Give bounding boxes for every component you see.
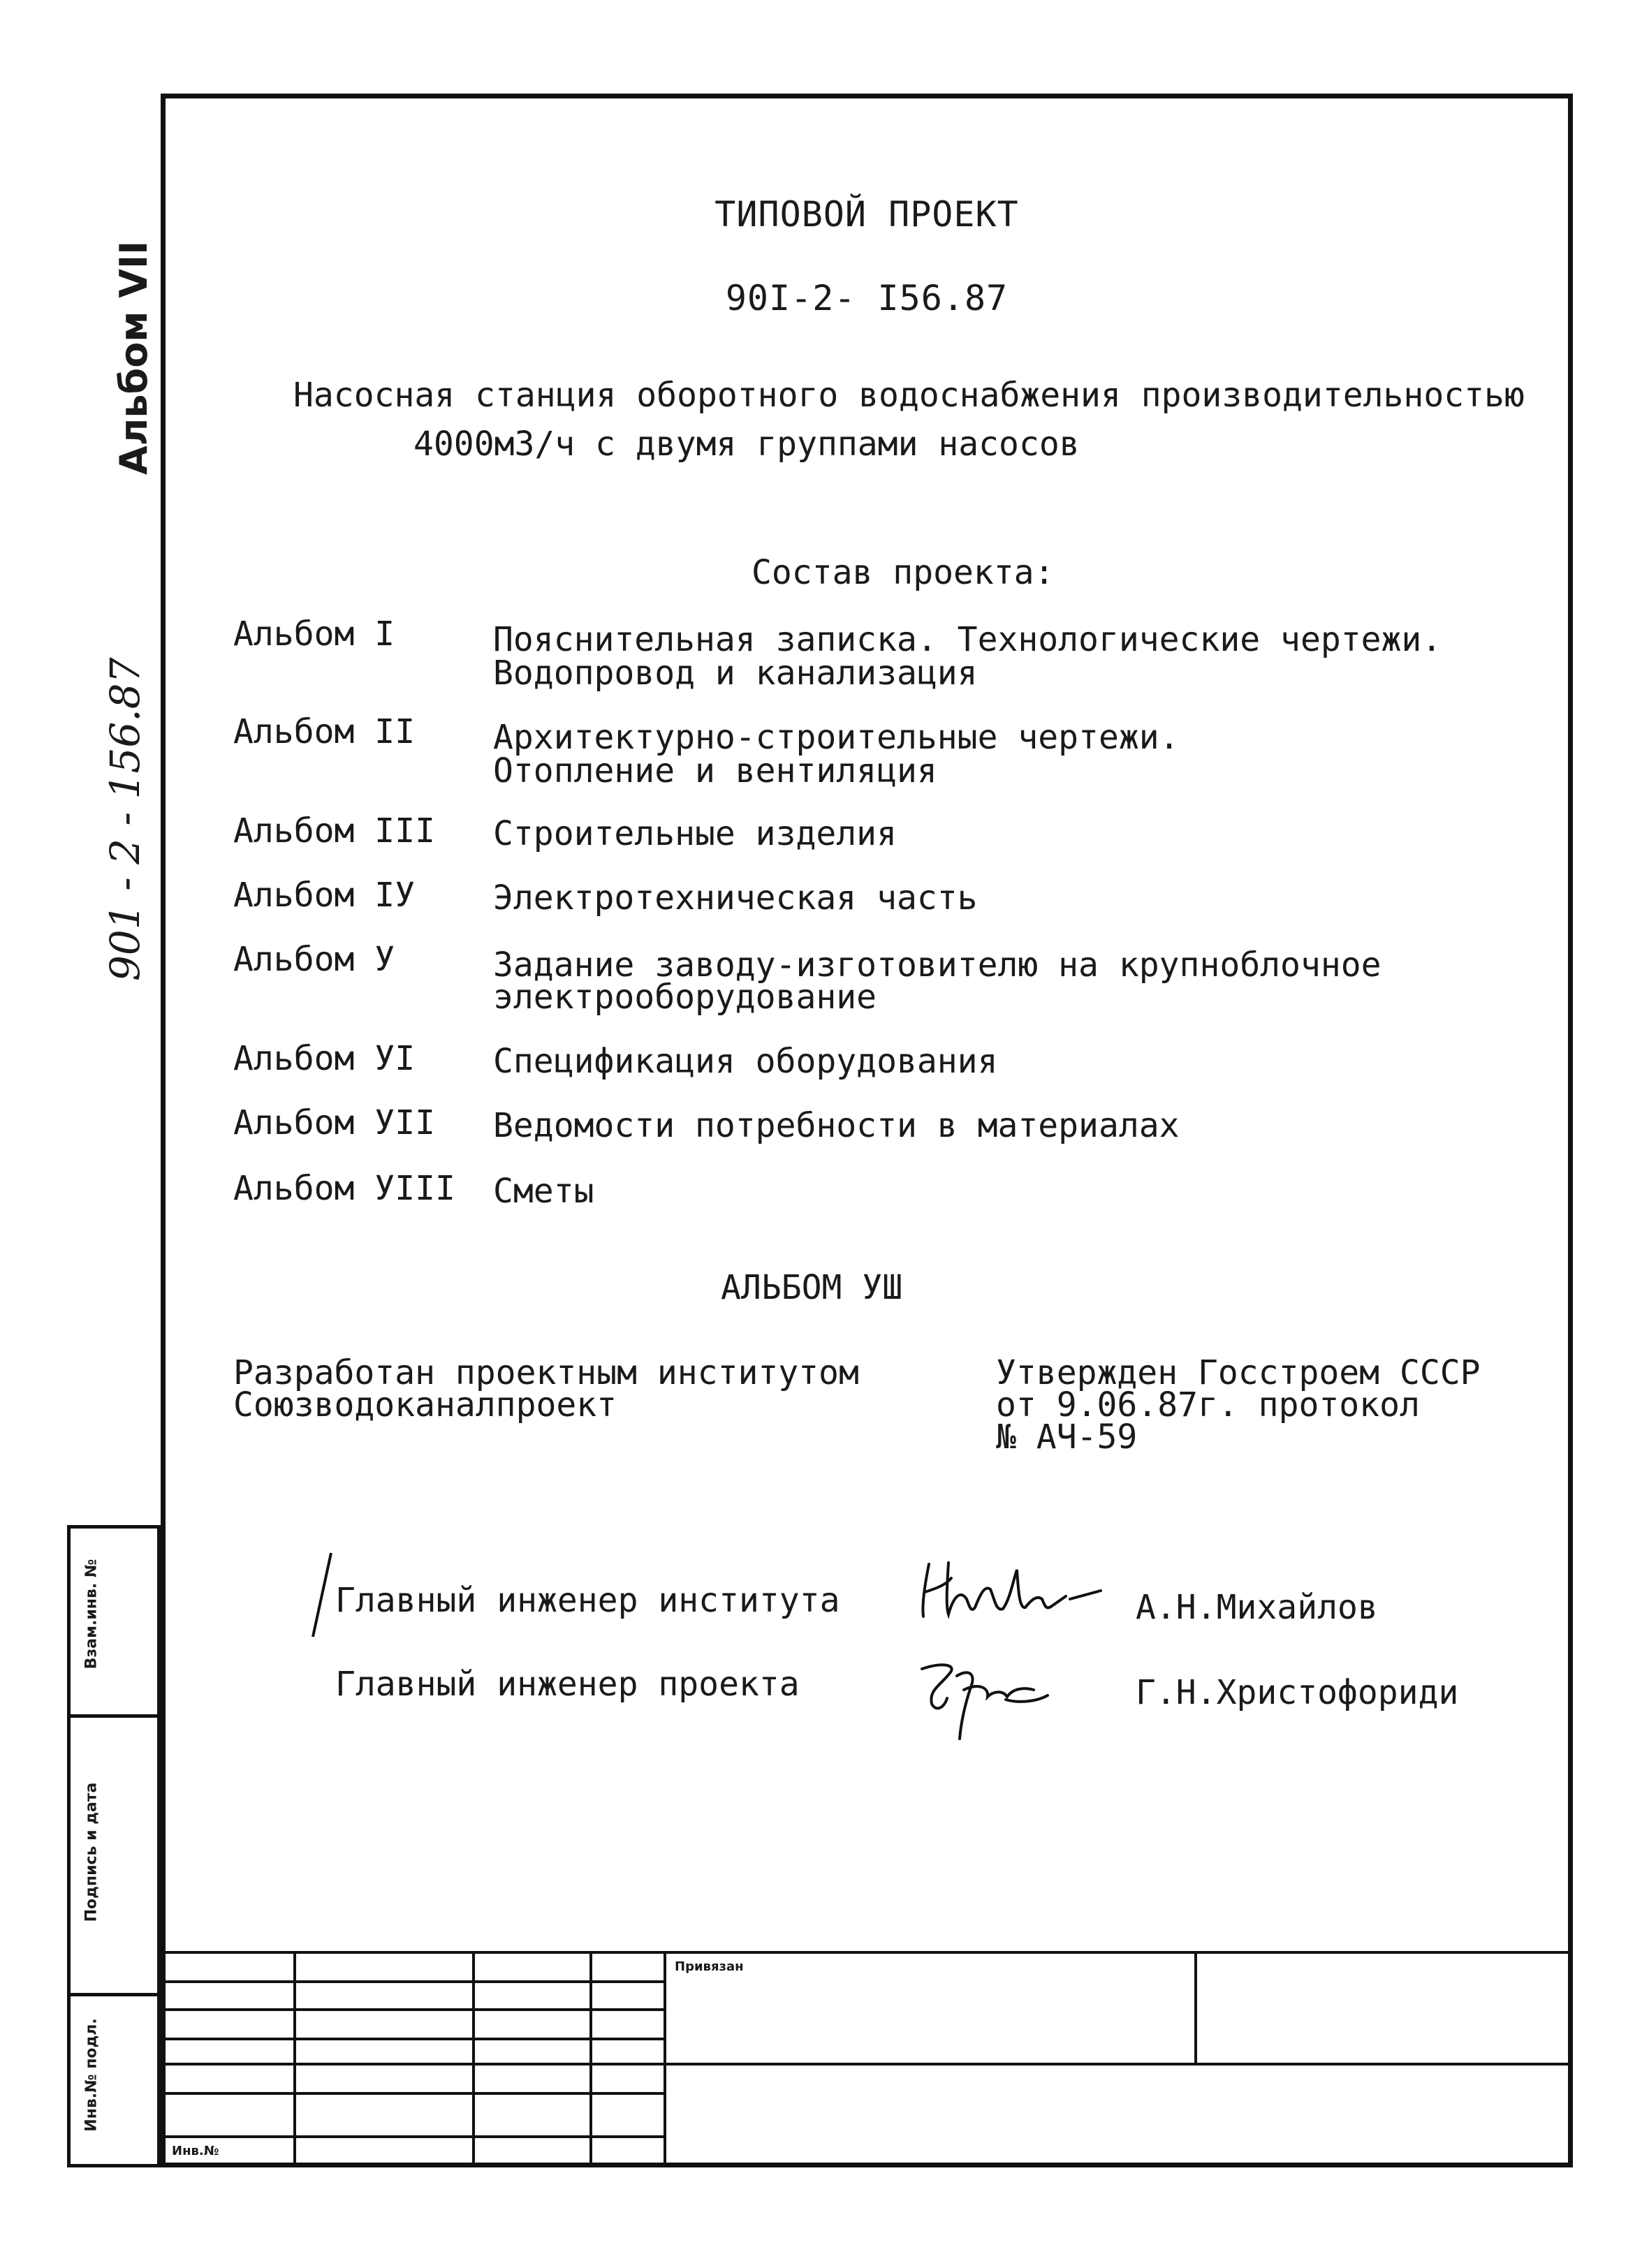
side-project-code: 901 - 2 - 156.87: [101, 657, 149, 981]
title-block-col: [1194, 1951, 1197, 2064]
approved-line3: № АЧ-59: [996, 1418, 1138, 1457]
album-desc-line: Спецификация оборудования: [493, 1042, 998, 1081]
strip-label: Инв.№ подл.: [82, 2018, 101, 2132]
document-title: ТИПОВОЙ ПРОЕКТ: [714, 194, 1019, 235]
slash-mark: [307, 1550, 335, 1641]
title-block-line: [163, 2063, 1570, 2066]
approved-line2: от 9.06.87г. протокол: [996, 1385, 1420, 1424]
strip-label: Взам.инв. №: [82, 1559, 101, 1670]
stamp-strip-signature: [67, 1714, 161, 1996]
signature-image: [901, 1648, 1069, 1746]
album-desc-line: Сметы: [493, 1172, 594, 1211]
album-label: Альбом УIII: [233, 1169, 455, 1208]
album-desc-line: Водопровод и канализация: [493, 654, 978, 693]
title-block-col: [664, 1951, 666, 2166]
album-desc-line: Архитектурно-строительные чертежи.: [493, 718, 1180, 757]
signature-name: Г.Н.Христофориди: [1136, 1673, 1459, 1712]
inventory-label: Инв.№: [172, 2144, 219, 2158]
strip-label: Подпись и дата: [82, 1782, 101, 1922]
developed-by-line1: Разработан проектным институтом: [233, 1353, 859, 1392]
album-desc-line: Ведомости потребности в материалах: [493, 1106, 1180, 1145]
album-desc-line: Пояснительная записка. Технологические чертежи.: [493, 620, 1442, 659]
composition-heading: Состав проекта:: [752, 553, 1055, 592]
approved-line1: Утвержден Госстроем СССР: [996, 1353, 1481, 1392]
album-desc-line: электрооборудование: [493, 978, 877, 1017]
album-title: АЛЬБОМ УШ: [721, 1268, 903, 1307]
album-label: Альбом I: [233, 614, 395, 654]
album-label: Альбом УI: [233, 1039, 416, 1078]
stamp-strip-replacement: [67, 1525, 161, 1718]
stamp-strip-inventory: [67, 1993, 161, 2167]
side-album-label: Альбом VII: [112, 240, 156, 475]
signature-role: Главный инженер института: [335, 1581, 840, 1620]
project-number: 90I-2- I56.87: [725, 278, 1009, 318]
album-label: Альбом УII: [233, 1103, 435, 1142]
signature-role: Главный инженер проекта: [335, 1665, 800, 1704]
project-description-line2: 4000м3/ч с двумя группами насосов: [413, 425, 1080, 464]
album-desc-line: Отопление и вентиляция: [493, 751, 937, 790]
title-block-col: [293, 1951, 296, 2166]
album-label: Альбом У: [233, 940, 395, 979]
signature-image: [908, 1550, 1117, 1627]
developed-by-line2: Союзводоканалпроект: [233, 1385, 617, 1424]
project-description-line1: Насосная станция оборотного водоснабжения производительностью: [293, 376, 1525, 415]
album-label: Альбом IУ: [233, 876, 416, 915]
attached-label: Привязан: [675, 1959, 744, 1974]
signature-name: А.Н.Михайлов: [1136, 1588, 1378, 1627]
title-block-top-line: [163, 1951, 1570, 1954]
album-desc-line: Электротехническая часть: [493, 878, 978, 918]
album-label: Альбом II: [233, 712, 416, 751]
title-block-col: [472, 1951, 475, 2166]
album-label: Альбом III: [233, 811, 435, 850]
title-block-col: [589, 1951, 592, 2166]
album-desc-line: Строительные изделия: [493, 814, 897, 853]
album-desc-line: Задание заводу-изготовителю на крупноблочное: [493, 945, 1382, 985]
